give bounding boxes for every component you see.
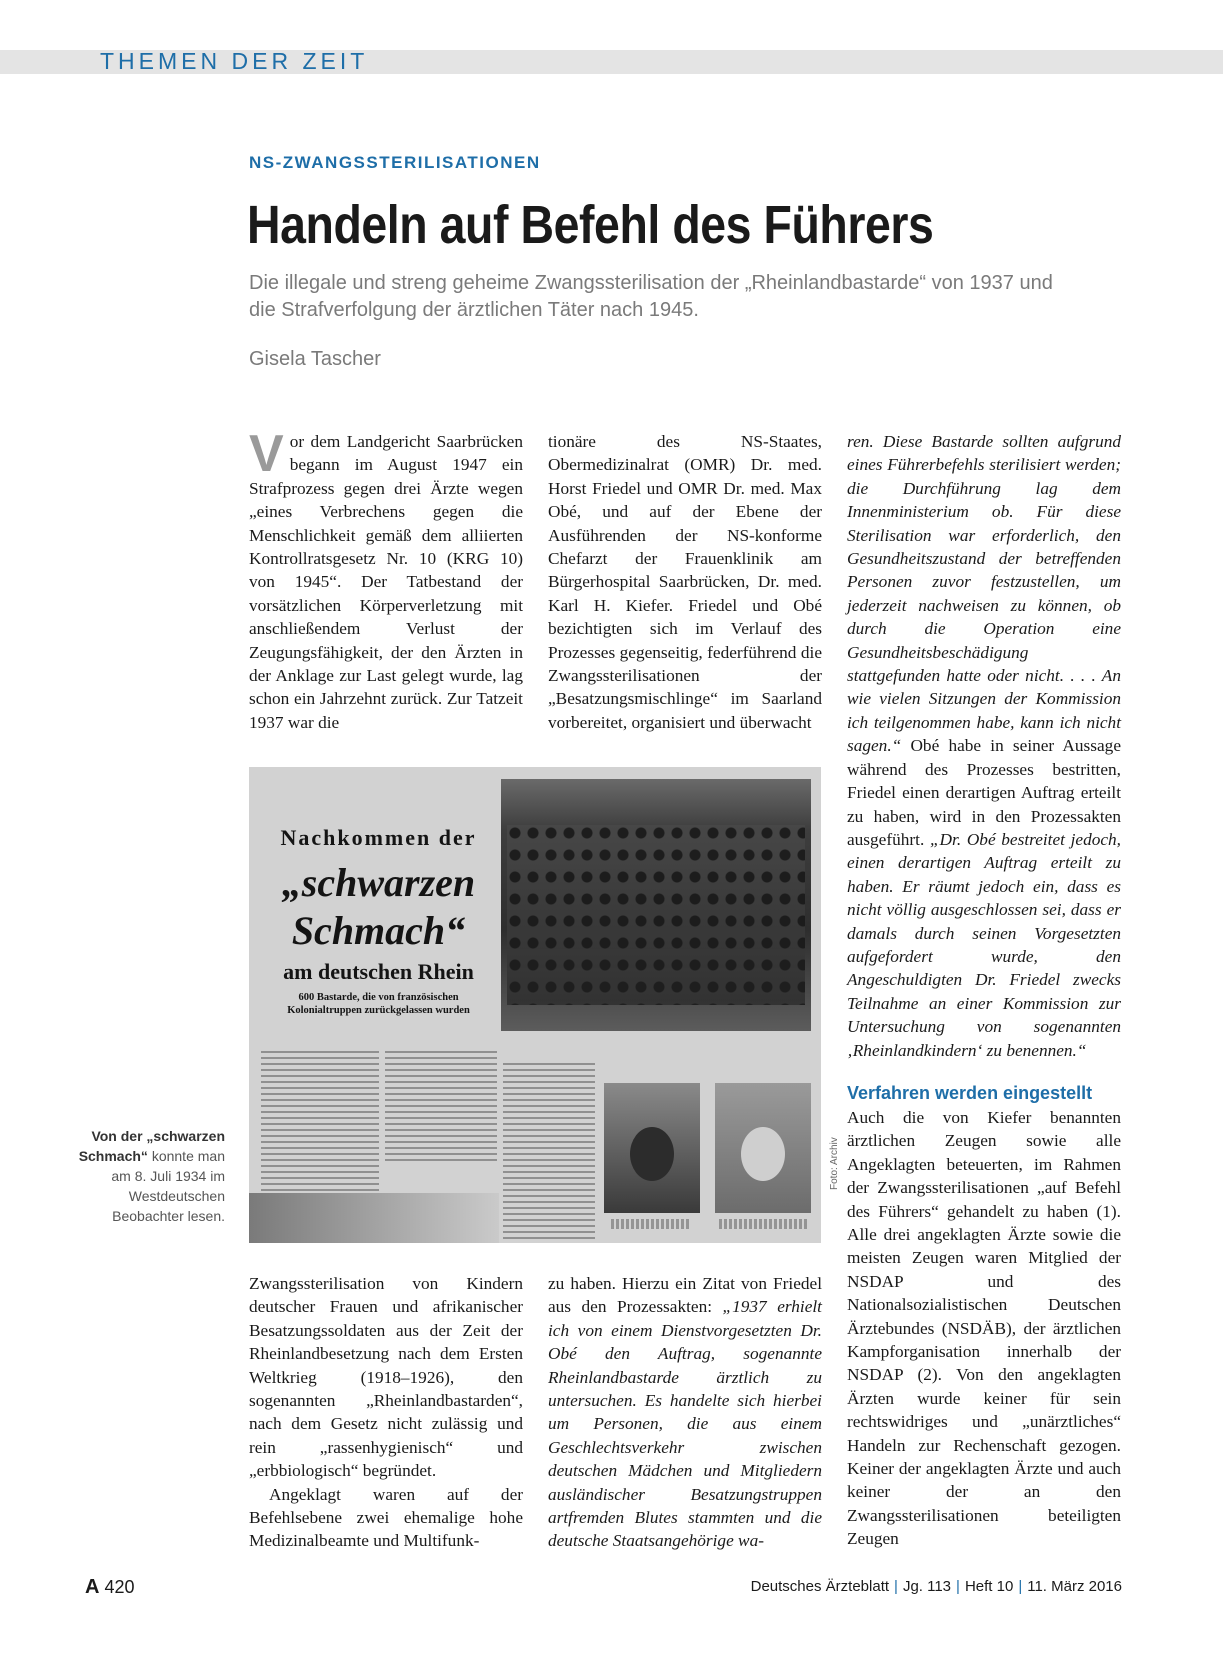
newspaper-heading-line-4: am deutschen Rhein [283,959,474,984]
newspaper-text-block [385,1051,497,1161]
page-number [85,1576,135,1599]
page-prefix: A [85,1576,100,1598]
newspaper-heading-line-2: „schwarzen [281,860,476,905]
journal-name: Deutsches Ärzteblatt [750,1578,890,1595]
photo-credit: Foto: Archiv [829,1137,840,1190]
newspaper-heading-line-1: Nachkommen der [280,825,477,850]
group-photo-figures [507,825,805,1005]
publication-info: Deutsches Ärzteblatt | Jg. 113 | Heft 10 | 11. März 2016 [750,1578,1122,1595]
quote-friedel-cont: ren. Diese Bastarde sollten aufgrund eines Führerbefehls sterilisiert werden; die Durchführung lag dem Innenministerium ob. Für diese Sterilisation war erforderlich, den Gesundheitszustand der betreffenden Personen zuvor festzustellen, um jederzeit nachweisen zu können, ob durch die Operation eine Gesundheitsbeschädigung stattgefunden hatte oder nicht. . . . An wie vielen Sitzungen der Kommission ich teilgenommen habe, kann ich nicht sagen.“ [847,432,1121,756]
page-number-value: 420 [104,1577,135,1597]
publication-date: 11. März 2016 [1027,1578,1122,1595]
photo-caption-lines [611,1219,691,1229]
caption-bold: Von der „schwarzen Schmach“ [78,1128,225,1164]
column-1-text: or dem Landgericht Saarbrücken begann im August 1947 ein Strafprozess gegen drei Ärzte wegen „eines Verbrechens gegen die Menschlichkeit gemäß dem alliierten Kontrollratsgesetz Nr. 10 (KRG 10) von 1945“. Der Tatbestand der vorsätzlichen Körperverletzung mit anschließendem Verlust der Zeugungsfähigkeit, der den Ärzten in der Anklage zur Last gelegt wurde, lag schon ein Jahrzehnt zurück. Zur Tatzeit 1937 war die [249,432,523,732]
article-subtitle: Die illegale und streng geheime Zwangssterilisation der „Rheinlandbastarde“ von 1937 und die Strafverfolgung der ärztlichen Täter nach 1945. [249,272,1053,321]
newspaper-text-block [261,1051,379,1191]
child-photo [715,1083,811,1213]
section-label: THEMEN DER ZEIT [100,48,369,74]
article-kicker: NS-ZWANGSSTERILISATIONEN [249,153,541,172]
column-3-text-2: Auch die von Kiefer benannten ärztlichen Zeugen sowie alle Angeklagten beteuerten, im Rahmen der Zwangssterilisationen „auf Befehl des Führers“ gehandelt zu haben (1). Alle drei angeklagten Ärzte sowie die meisten Zeugen waren Mitglied der NSDAP und des Nationalsozialistischen Deutschen Ärztebundes (NSDÄB), der ärztlichen Kampforganisation innerhalb der NSDAP (2). Von den angeklagten Ärzten wurde keiner für sein rechtswidriges und „unärztliches“ Handeln zur Rechenschaft gezogen. Keiner der angeklagten Ärzte und auch keiner der an den Zwangssterilisationen beteiligten Zeugen [847,1107,1121,1549]
body-column-2-lower [548,1272,822,1553]
journal-issue: Heft 10 [964,1578,1014,1595]
journal-volume: Jg. 113 [902,1578,952,1595]
column-3-text-1: Obé habe in seiner Aussage während des Prozesses bestritten, Friedel einen derartigen Auftrag erteilt zu haben, wird in den Prozessakten ausgeführt. [847,736,1121,849]
article-author: Gisela Tascher [249,348,381,370]
caption-text: konnte man am 8. Juli 1934 im Westdeutschen Beobachter lesen. [111,1148,225,1224]
newspaper-text-block [503,1063,595,1239]
body-column-3 [847,430,1121,1551]
newspaper-heading-line-3: Schmach“ [291,908,466,953]
article-title: Handeln auf Befehl des Führers [247,195,934,255]
lower-column-1-paragraph-2: Angeklagt waren auf der Befehlsebene zwei ehemalige hohe Medizinalbeamte und Multifunk- [249,1484,523,1551]
column-2-text: tionäre des NS-Staates, Obermedizinalrat (OMR) Dr. med. Horst Friedel und OMR Dr. med. Max Obé, und auf der Ebene der Ausführenden der NS-konforme Chefarzt der Frauenklinik am Bürgerhospital Saarbrücken, Dr. med. Karl H. Kiefer. Friedel und Obé bezichtigten sich im Verlauf des Prozesses gegenseitig, federführend die Zwangssterilisationen der „Besatzungsmischlinge“ im Saarland vorbereitet, organisiert und überwacht [548,432,822,732]
subheading: Verfahren werden eingestellt [847,1082,1093,1103]
figure-caption [60,1126,225,1226]
child-photo [604,1083,700,1213]
lower-column-2-text: zu haben. Hierzu ein Zitat von Friedel aus den Prozessakten: [548,1274,822,1317]
group-photo [501,779,811,1031]
lower-column-1-paragraph-1: Zwangssterilisation von Kindern deutscher Frauen und afrikanischer Besatzungssoldaten aus der Zeit der Rheinlandbesetzung nach dem Ersten Weltkrieg (1918–1926), den sogenannten „Rheinlandbastarden“, nach dem Gesetz nicht zulässig und rein „rassenhygienisch“ und „erbbiologisch“ begründet. [249,1274,523,1481]
quote-friedel: „1937 erhielt ich von einem Dienstvorgesetzten Dr. Obé den Auftrag, sogenannte Rheinlandbastarde ärztlich zu untersuchen. Es handelte sich hierbei um Personen, die aus einem Geschlechtsverkehr zwischen deutschen Mädchen und Mitgliedern ausländischer Besatzungstruppen artfremden Blutes stammten und die deutsche Staatsangehörige wa- [548,1297,822,1551]
body-column-1-lower [249,1272,523,1553]
body-column-1 [249,425,523,734]
quote-obe: „Dr. Obé bestreitet jedoch, einen derartigen Auftrag erteilt zu haben. Er räumt jedoch ein, dass es nicht völlig ausgeschlossen sei, dass er damals durch seinen Vorgesetzten aufgefordert wurde, den Angeschuldigten Dr. Friedel zwecks Teilnahme an einer Kommission zur Untersuchung von sogenannten ‚Rheinlandkindern‘ zu benennen.“ [847,829,1121,1060]
newspaper-heading-line-5: 600 Bastarde, die von französischen Kolonialtruppen zurückgelassen wurden [287,992,470,1016]
newspaper-image [249,767,821,1243]
body-column-2 [548,430,822,734]
drop-cap: V [249,425,284,483]
newspaper-bottom-photo [249,1193,499,1243]
photo-caption-lines [719,1219,807,1229]
